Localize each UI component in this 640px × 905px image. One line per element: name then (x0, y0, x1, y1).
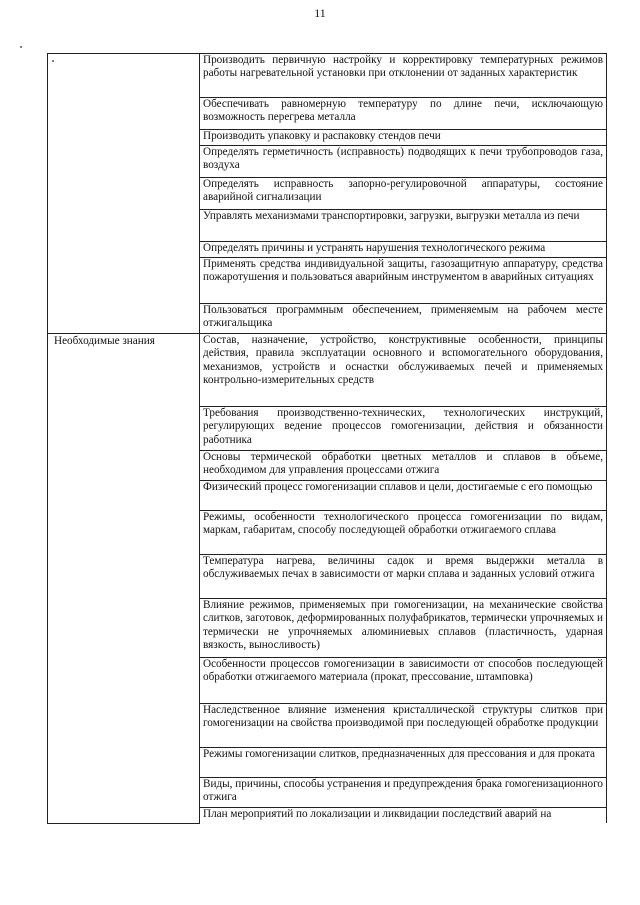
competency-table (47, 53, 607, 824)
table-cell: Производить упаковку и распаковку стендов печи (200, 130, 607, 146)
table-cell: Определять причины и устранять нарушения технологического режима (200, 242, 607, 258)
table-cell: Обеспечивать равномерную температуру по длине печи, исключающую возможность перегрева металла (200, 98, 607, 130)
table-cell: Влияние режимов, применяемых при гомогенизации, на механические свойства слитков, заготовок, деформированных полуфабрикатов, термически упрочняемых и термически не упрочняемых алюминиевых сплавов (пластичность, ударная вязкость, выносливость) (200, 599, 607, 658)
table-cell: Физический процесс гомогенизации сплавов и цели, достигаемые с его помощью (200, 481, 607, 511)
skills-label-cell (48, 54, 200, 334)
table-cell: План мероприятий по локализации и ликвидации последствий аварий на (200, 808, 607, 824)
table-cell: Определять исправность запорно-регулировочной аппаратуры, состояние аварийной сигнализации (200, 178, 607, 210)
table-cell: Режимы, особенности технологического процесса гомогенизации по видам, маркам, габаритам, способу последующей обработки отжигаемого сплава (200, 511, 607, 555)
table-row (48, 334, 607, 407)
table-cell: Определять герметичность (исправность) подводящих к печи трубопроводов газа, воздуха (200, 146, 607, 178)
table-cell: Виды, причины, способы устранения и предупреждения брака гомогенизационного отжига (200, 778, 607, 808)
table-cell: Управлять механизмами транспортировки, загрузки, выгрузки металла из печи (200, 210, 607, 242)
table-cell: Применять средства индивидуальной защиты, газозащитную аппаратуру, средства пожаротушения и пользоваться аварийным инструментом в аварийных ситуациях (200, 258, 607, 304)
table-cell: Пользоваться программным обеспечением, применяемым на рабочем месте отжигальщика (200, 304, 607, 334)
table-cell: Температура нагрева, величины садок и время выдержки металла в обслуживаемых печах в зависимости от марки сплава и заданных условий отжига (200, 555, 607, 599)
table-cell: Состав, назначение, устройство, конструктивные особенности, принципы действия, правила эксплуатации основного и вспомогательного оборудования, механизмов, устройств и оснастки обслуживаемых печей и применяемых контрольно-измерительных средств (200, 334, 607, 407)
table-cell: Режимы гомогенизации слитков, предназначенных для прессования и для проката (200, 748, 607, 778)
scan-speck (20, 46, 22, 48)
table-row (48, 54, 607, 98)
table-cell: Особенности процессов гомогенизации в зависимости от способов последующей обработки отжигаемого материала (прокат, прессование, штамповка) (200, 658, 607, 704)
table-cell: Наследственное влияние изменения кристаллической структуры слитков при гомогенизации на свойства производимой при последующей обработке продукции (200, 704, 607, 748)
table-cell: Производить первичную настройку и корректировку температурных режимов работы нагревательной установки при отклонении от заданных характеристик (200, 54, 607, 98)
knowledge-label: Необходимые знания (48, 334, 200, 824)
table-cell: Основы термической обработки цветных металлов и сплавов в объеме, необходимом для управления процессами отжига (200, 451, 607, 481)
table-cell: Требования производственно-технических, технологических инструкций, регулирующих ведение процессов гомогенизации, действия и обязанности работника (200, 407, 607, 451)
page-number: 11 (314, 6, 326, 20)
